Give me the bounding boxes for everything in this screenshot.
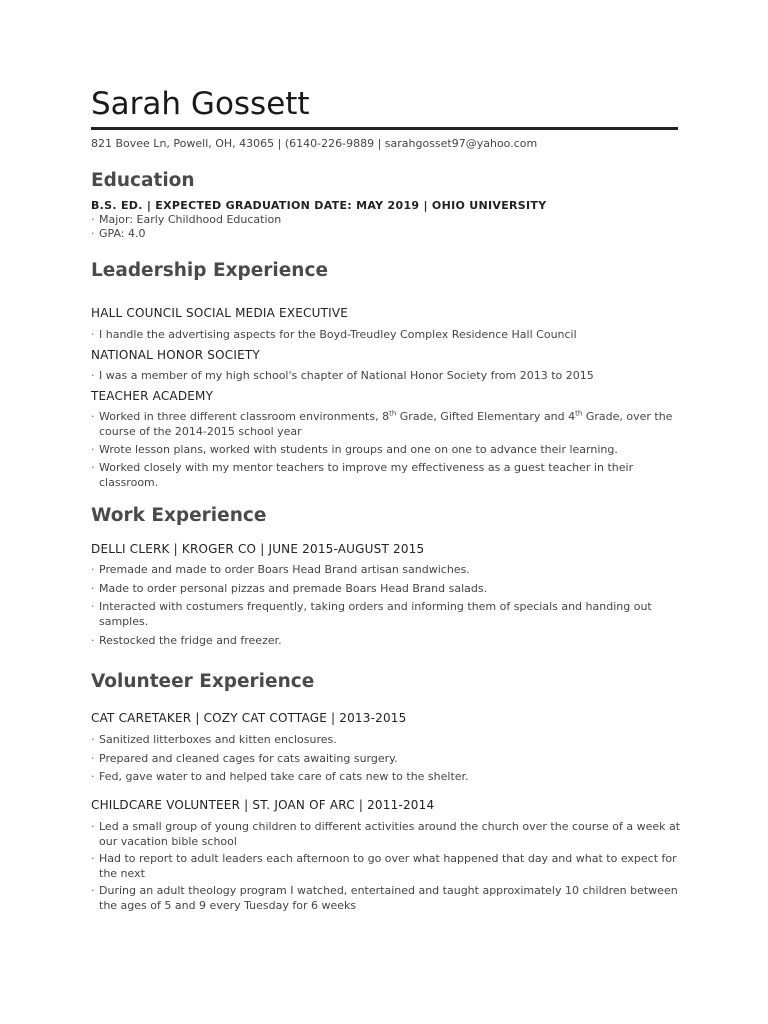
bullet-dot: ·	[91, 563, 95, 576]
bullet-dot: ·	[91, 752, 95, 765]
degree-line: B.S. ED. | EXPECTED GRADUATION DATE: MAY 2019 | OHIO UNIVERSITY	[91, 199, 547, 212]
work-heading: Work Experience	[91, 505, 267, 526]
bullet-dot: ·	[91, 884, 95, 897]
bullet-dot: ·	[91, 410, 95, 423]
bullet-dot: ·	[91, 213, 95, 226]
role-title: TEACHER ACADEMY	[91, 389, 214, 403]
bullet-dot: ·	[91, 582, 95, 595]
role-title: CHILDCARE VOLUNTEER | ST. JOAN OF ARC | 2011-2014	[91, 798, 435, 812]
list-item: · I was a member of my high school's chapter of National Honor Society from 2013 to 2015	[91, 369, 594, 382]
volunteer-heading: Volunteer Experience	[91, 671, 315, 692]
list-item: · Had to report to adult leaders each afternoon to go over what happened that day and what to expect for the next	[91, 852, 677, 880]
bullet-dot: ·	[91, 634, 95, 647]
list-item: · I handle the advertising aspects for the Boyd-Treudley Complex Residence Hall Council	[91, 328, 577, 341]
list-item: · Worked closely with my mentor teachers to improve my effectiveness as a guest teacher in their classroom.	[91, 461, 634, 489]
role-title: DELLI CLERK | KROGER CO | JUNE 2015-AUGUST 2015	[91, 542, 425, 556]
bullet-dot: ·	[91, 770, 95, 783]
list-item: · Fed, gave water to and helped take care of cats new to the shelter.	[91, 770, 469, 783]
education-heading: Education	[91, 170, 195, 191]
list-item: · Led a small group of young children to different activities around the church over the course of a week at our vacation bible school	[91, 820, 681, 848]
bullet-dot: ·	[91, 328, 95, 341]
list-item: · Interacted with costumers frequently, taking orders and informing them of specials and handing out samples.	[91, 600, 652, 628]
role-title: NATIONAL HONOR SOCIETY	[91, 348, 260, 362]
bullet-dot: ·	[91, 600, 95, 613]
bullet-dot: ·	[91, 227, 95, 240]
bullet-dot: ·	[91, 820, 95, 833]
contact-line: 821 Bovee Ln, Powell, OH, 43065 | (6140-226-9889 | sarahgosset97@yahoo.com	[91, 137, 538, 150]
list-item: · Worked in three different classroom environments, 8th Grade, Gifted Elementary and 4th Grade, over the course of the 2014-2015 school year	[91, 409, 673, 438]
header-divider	[91, 127, 678, 130]
resume-name: Sarah Gossett	[91, 86, 310, 122]
list-item: · Prepared and cleaned cages for cats awaiting surgery.	[91, 752, 398, 765]
list-item: · Made to order personal pizzas and premade Boars Head Brand salads.	[91, 582, 488, 595]
list-item: · Restocked the fridge and freezer.	[91, 634, 282, 647]
list-item: · Premade and made to order Boars Head Brand artisan sandwiches.	[91, 563, 470, 576]
education-item: · Major: Early Childhood Education	[91, 213, 282, 226]
education-item: · GPA: 4.0	[91, 227, 146, 240]
list-item: · Sanitized litterboxes and kitten enclosures.	[91, 733, 337, 746]
bullet-dot: ·	[91, 369, 95, 382]
bullet-dot: ·	[91, 461, 95, 474]
leadership-heading: Leadership Experience	[91, 260, 328, 281]
list-item: · During an adult theology program I watched, entertained and taught approximately 10 children between the ages of 5 and 9 every Tuesday for 6 weeks	[91, 884, 678, 912]
list-item: · Wrote lesson plans, worked with students in groups and one on one to advance their learning.	[91, 443, 618, 456]
role-title: HALL COUNCIL SOCIAL MEDIA EXECUTIVE	[91, 306, 349, 320]
role-title: CAT CARETAKER | COZY CAT COTTAGE | 2013-2015	[91, 711, 407, 725]
bullet-dot: ·	[91, 443, 95, 456]
bullet-dot: ·	[91, 852, 95, 865]
bullet-dot: ·	[91, 733, 95, 746]
